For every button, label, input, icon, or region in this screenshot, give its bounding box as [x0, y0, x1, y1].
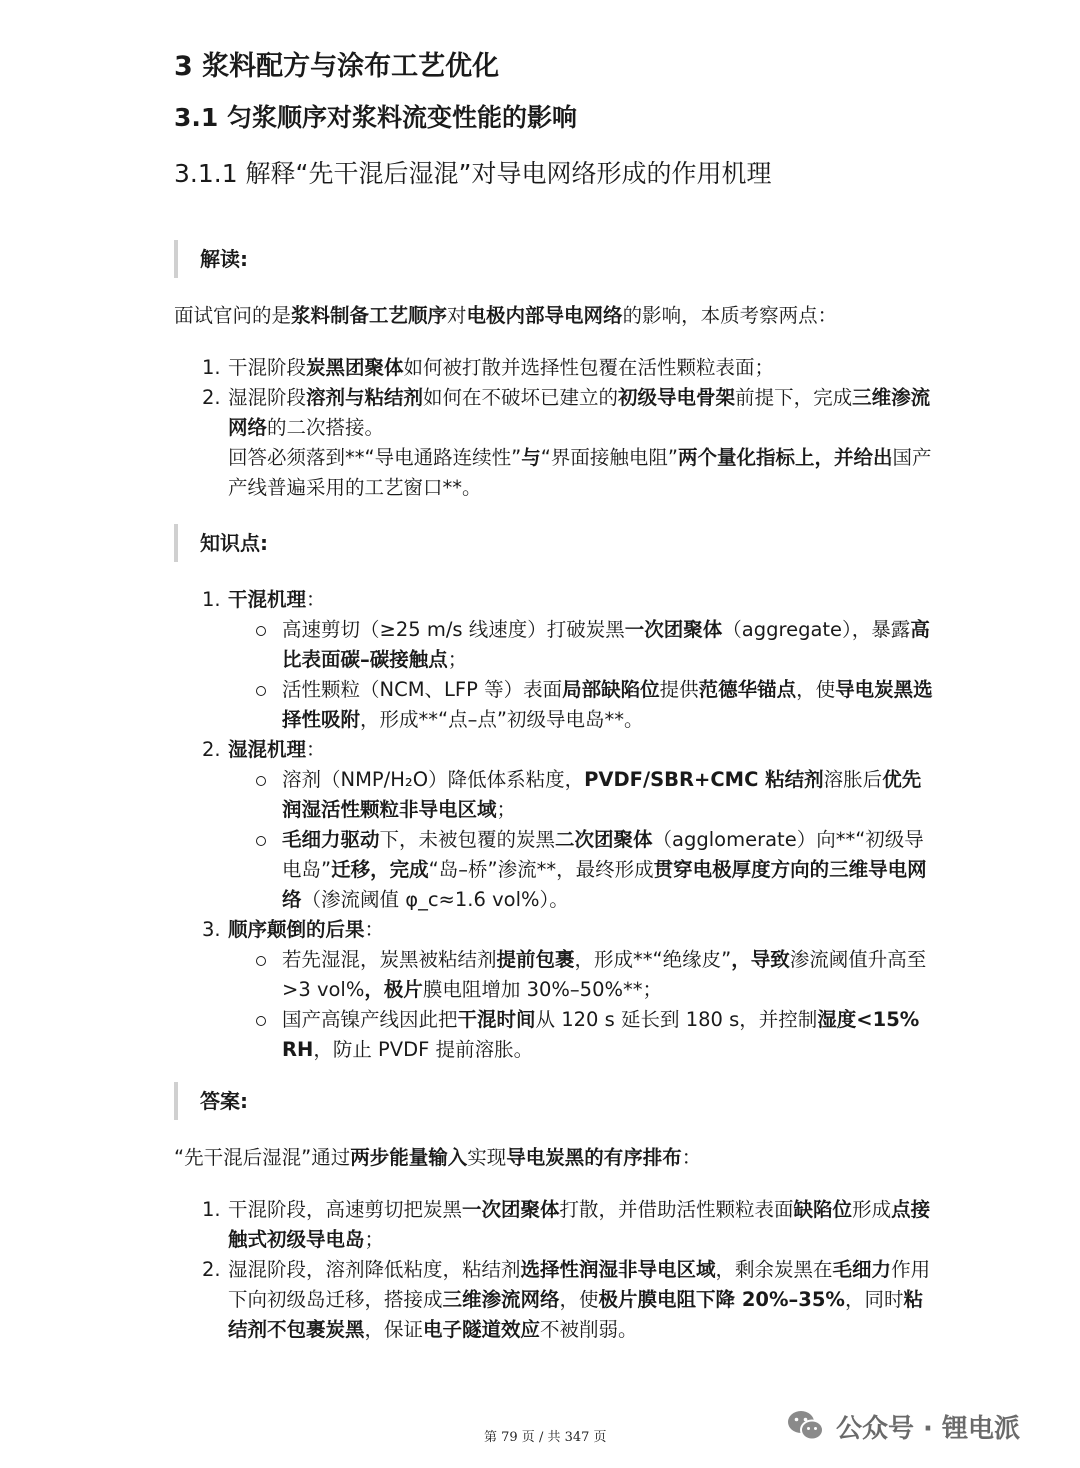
text-run: 下，未被包覆的炭黑 — [379, 828, 556, 851]
text-run: （渗流阈值 φ_c≈1.6 vol%）。 — [301, 888, 569, 911]
text-run: 打散，并借助活性颗粒表面 — [559, 1198, 794, 1221]
sub-item-text — [282, 828, 927, 911]
text-run: ，剩余炭黑在 — [715, 1258, 833, 1281]
bullet-icon — [256, 1016, 266, 1026]
text-run: 实现 — [467, 1146, 507, 1169]
bold-text-run: 干混机理 — [228, 588, 307, 611]
list-item-text — [228, 738, 326, 761]
text-run: 高速剪切（≥25 m/s 线速度）打破炭黑 — [282, 618, 625, 641]
watermark-text: 公众号 · 锂电派 — [836, 1413, 1020, 1444]
text-run: ； — [496, 798, 517, 821]
list-number: 2. — [202, 738, 221, 761]
bullet-icon — [256, 956, 266, 966]
watermark — [786, 1406, 1020, 1446]
list-item-continuation — [228, 446, 931, 499]
section-label-daan: 答案: — [174, 1082, 248, 1120]
text-run: 面试官问的是 — [174, 304, 292, 327]
list-item-text — [228, 386, 930, 439]
bold-text-run: 初级导电骨架 — [618, 386, 736, 409]
daan-list — [174, 1195, 934, 1345]
section-label-zhishi: 知识点: — [174, 524, 268, 562]
text-run: “先干混后湿混”通过 — [174, 1146, 351, 1169]
bold-text-run: 点接触式初级导电岛 — [228, 1198, 931, 1251]
section-label-jiedu: 解读: — [174, 240, 248, 278]
text-run: 溶胀后 — [823, 768, 883, 791]
list-item — [174, 585, 934, 615]
text-run: 作用下向初级岛迁移，搭接成 — [228, 1258, 931, 1311]
sub-item-text — [282, 768, 921, 821]
text-run: ，形成**“点–点”初级导电岛**。 — [360, 708, 644, 731]
list-number: 2. — [202, 1258, 221, 1281]
bold-text-run: 一次团聚体 — [462, 1198, 560, 1221]
text-run: ： — [306, 588, 326, 611]
text-run: 国产产线普遍采用的工艺窗口**。 — [228, 446, 932, 499]
list-number: 3. — [202, 918, 221, 941]
sub-list-item — [174, 945, 934, 1005]
text-run: 干混阶段，高速剪切把炭黑 — [228, 1198, 463, 1221]
text-run: （aggregate），暴露 — [722, 618, 911, 641]
text-run: 提供 — [659, 678, 699, 701]
jiedu-intro — [174, 301, 934, 331]
list-item-text — [228, 1198, 930, 1251]
sub-list-item — [174, 765, 934, 825]
heading-level-2: 3.1 匀浆顺序对浆料流变性能的影响 — [174, 103, 577, 132]
list-item-text — [228, 356, 774, 379]
text-run: 的二次搭接。 — [267, 416, 385, 439]
bold-text-run: PVDF/SBR+CMC 粘结剂 — [584, 768, 824, 791]
text-run: 溶剂（NMP/H₂O）降低体系粘度， — [282, 768, 585, 791]
text-run: 形成 — [852, 1198, 892, 1221]
bold-text-run: 三维渗流网络 — [442, 1288, 560, 1311]
list-number: 1. — [202, 1198, 221, 1221]
sub-list-item — [174, 615, 934, 675]
bold-text-run: 范德华锚点 — [698, 678, 797, 701]
text-run: 如何在不破坏已建立的 — [423, 386, 619, 409]
text-run: 的影响，本质考察两点： — [622, 304, 838, 327]
bold-text-run: 炭黑团聚体 — [306, 356, 404, 379]
bold-text-run: 顺序颠倒的后果 — [228, 918, 365, 941]
text-run: ： — [306, 738, 326, 761]
bullet-icon — [256, 776, 266, 786]
bold-text-run: 极片膜电阻下降 20%–35% — [598, 1288, 845, 1311]
bold-text-run: 缺陷位 — [793, 1198, 853, 1221]
list-item — [174, 915, 934, 945]
text-run: 国产高镍产线因此把 — [282, 1008, 458, 1031]
text-run: 湿混阶段，溶剂降低粘度，粘结剂 — [228, 1258, 521, 1281]
text-run: 膜电阻增加 30%–50%**； — [422, 978, 663, 1001]
bold-text-run: 提前包裹 — [496, 948, 575, 971]
list-item — [174, 735, 934, 765]
list-item — [174, 1195, 934, 1255]
sub-item-text — [282, 1008, 919, 1061]
bold-text-run: ，导致 — [731, 948, 790, 971]
sub-item-text — [282, 948, 926, 1001]
text-run: （agglomerate）向**“初级导电岛” — [282, 828, 924, 881]
text-run: 干混阶段 — [228, 356, 307, 379]
text-run: 如何被打散并选择性包覆在活性颗粒表面； — [403, 356, 775, 379]
bold-text-run: 导电炭黑的有序排布 — [506, 1146, 682, 1169]
bold-text-run: 三维渗流网络 — [228, 386, 931, 439]
bold-text-run: 毛细力驱动 — [282, 828, 380, 851]
text-run: ； — [364, 1228, 385, 1251]
bold-text-run: 两个量化指标上，并给出 — [677, 446, 893, 469]
list-number: 1. — [202, 588, 221, 611]
bold-text-run: 电子隧道效应 — [423, 1318, 541, 1341]
sub-item-text — [282, 618, 930, 671]
wechat-icon — [786, 1409, 826, 1443]
list-number: 1. — [202, 356, 221, 379]
list-item-text — [228, 1258, 930, 1341]
text-run: ，防止 PVDF 提前溶胀。 — [313, 1038, 534, 1061]
text-run: ，使 — [796, 678, 836, 701]
bold-text-run: 干混时间 — [457, 1008, 536, 1031]
bold-text-run: 浆料制备工艺顺序 — [291, 304, 448, 327]
bold-text-run: 优先润湿活性颗粒非导电区域 — [282, 768, 922, 821]
text-run: ； — [447, 648, 468, 671]
zhishi-list — [174, 585, 934, 1065]
text-run: 湿混阶段 — [228, 386, 307, 409]
jiedu-list — [174, 353, 934, 503]
sub-list-item — [174, 675, 934, 735]
bullet-icon — [256, 836, 266, 846]
list-item — [174, 383, 934, 503]
text-run: 若先湿混，炭黑被粘结剂 — [282, 948, 497, 971]
bold-text-run: 两步能量输入 — [350, 1146, 468, 1169]
text-run: ： — [364, 918, 385, 941]
text-run: 活性颗粒（NCM、LFP 等）表面 — [282, 678, 563, 701]
bold-text-run: 迁移，完成 — [331, 858, 429, 881]
list-number: 2. — [202, 386, 221, 409]
text-run: 回答必须落到**“导电通路连续性” — [228, 446, 522, 469]
bold-text-run: 选择性润湿非导电区域 — [520, 1258, 716, 1281]
list-item — [174, 1255, 934, 1345]
text-run: 对 — [447, 304, 467, 327]
bullet-icon — [256, 686, 266, 696]
page-footer: 第 79 页 / 共 347 页 — [484, 1430, 607, 1445]
sub-item-text — [282, 678, 933, 731]
bold-text-run: 贯穿电极厚度方向的三维导电网络 — [282, 858, 927, 911]
bold-text-run: ，极片 — [364, 978, 423, 1001]
bold-text-run: 湿混机理 — [228, 738, 307, 761]
bold-text-run: 毛细力 — [832, 1258, 892, 1281]
text-run: ，保证 — [364, 1318, 424, 1341]
text-run: 从 120 s 延长到 180 s，并控制 — [535, 1008, 818, 1031]
bold-text-run: 导电炭黑选择性吸附 — [282, 678, 933, 731]
text-run: 不被削弱。 — [540, 1318, 638, 1341]
text-run: “界面接触电阻” — [540, 446, 678, 469]
bold-text-run: 一次团聚体 — [624, 618, 723, 641]
text-run: ： — [681, 1146, 702, 1169]
list-item-text — [228, 588, 326, 611]
list-item-text — [228, 918, 384, 941]
bold-text-run: 高比表面碳–碳接触点 — [282, 618, 930, 671]
list-item — [174, 353, 934, 383]
sub-list-item — [174, 1005, 934, 1065]
text-run: ，形成**“绝缘皮” — [574, 948, 732, 971]
bold-text-run: 粘结剂不包裹炭黑 — [228, 1288, 923, 1341]
heading-level-1: 3 浆料配方与涂布工艺优化 — [174, 51, 500, 82]
text-run: 前提下，完成 — [735, 386, 853, 409]
text-run: ，使 — [559, 1288, 599, 1311]
bold-text-run: 二次团聚体 — [555, 828, 653, 851]
bold-text-run: 电极内部导电网络 — [466, 304, 623, 327]
bold-text-run: 溶剂与粘结剂 — [306, 386, 424, 409]
text-run: 渗流阈值升高至>3 vol% — [282, 948, 927, 1001]
daan-intro — [174, 1143, 934, 1173]
bold-text-run: 湿度<15% RH — [282, 1008, 920, 1061]
bullet-icon — [256, 626, 266, 636]
text-run: ，同时 — [844, 1288, 904, 1311]
heading-level-3: 3.1.1 解释“先干混后湿混”对导电网络形成的作用机理 — [174, 159, 772, 188]
text-run: “岛–桥”渗流**，最终形成 — [428, 858, 654, 881]
bold-text-run: 与 — [521, 446, 541, 469]
sub-list-item — [174, 825, 934, 915]
bold-text-run: 局部缺陷位 — [562, 678, 660, 701]
